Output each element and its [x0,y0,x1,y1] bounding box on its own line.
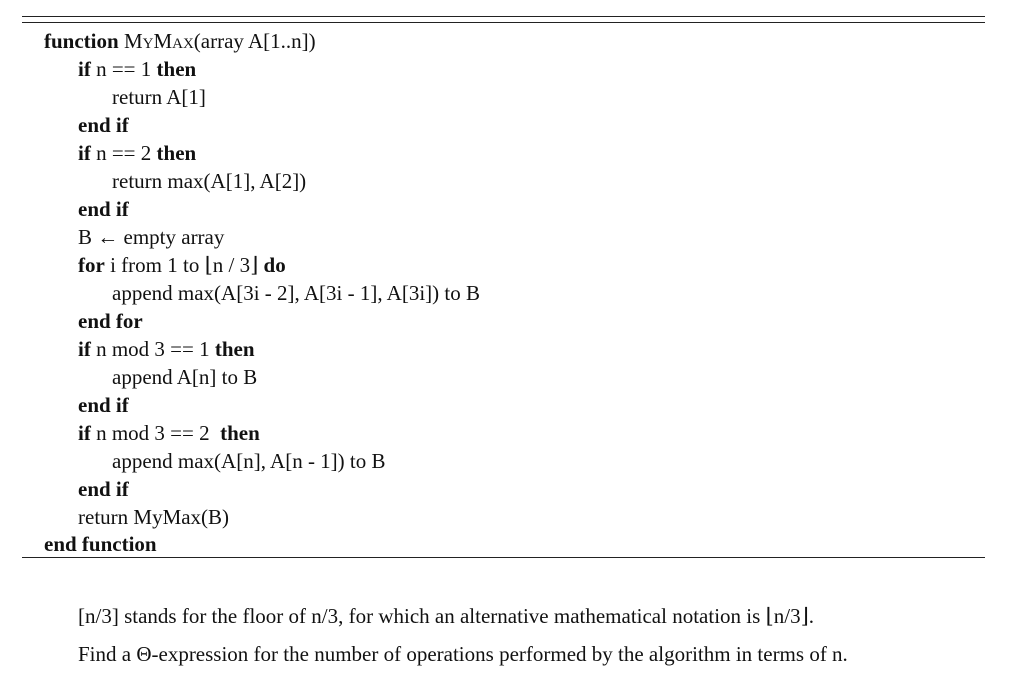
function-name: MyMax [123,29,194,53]
line-end-if-4 [78,475,129,503]
code-text: n mod 3 == 2 [90,421,221,445]
line-for-loop [78,251,286,279]
code-text: return max(A[1], A[2]) [112,169,307,193]
line-return-max2 [112,167,306,195]
line-end-function [44,530,157,558]
code-text: append A[n] to B [112,365,258,389]
keyword: then [214,337,255,361]
bottom-rule [22,557,985,558]
line-b-empty [78,223,224,251]
keyword: then [220,421,260,445]
keyword: do [263,253,286,277]
code-text: n == 1 [90,57,157,81]
line-append-max3 [112,279,480,307]
line-if-mod1 [78,335,255,363]
line-end-for [78,307,143,335]
keyword: if [78,421,91,445]
keyword: end if [78,197,129,221]
code-text: B ← empty array [78,225,225,249]
code-text: append max(A[n], A[n - 1]) to B [112,449,386,473]
keyword: for [78,253,105,277]
line-if-n2 [78,139,196,167]
keyword: then [156,57,197,81]
keyword: end if [78,113,129,137]
line-return-recursive [78,503,229,531]
line-end-if-2 [78,195,129,223]
question-text: Find a Θ-expression for the number of operations performed by the algorithm in terms of n. [78,642,848,666]
keyword: end function [44,532,157,556]
keyword: end for [78,309,143,333]
code-text: i from 1 to ⌊n / 3⌋ [104,253,264,277]
line-function-header [44,27,316,55]
keyword: if [78,337,91,361]
line-end-if-1 [78,111,129,139]
code-text: return MyMax(B) [78,505,230,529]
keyword: function [44,29,119,53]
code-text: append max(A[3i - 2], A[3i - 1], A[3i]) to B [112,281,481,305]
keyword: end if [78,477,129,501]
line-append-max2 [112,447,386,475]
line-append-an [112,363,257,391]
keyword: if [78,57,91,81]
line-end-if-3 [78,391,129,419]
code-text: n == 2 [90,141,157,165]
code-text: n mod 3 == 1 [90,337,215,361]
keyword: end if [78,393,129,417]
line-if-n1 [78,55,196,83]
line-if-mod2 [78,419,260,447]
floor-note: [n/3] stands for the floor of n/3, for which an alternative mathematical notation is ⌊n/3⌋. [78,604,815,628]
code-text: return A[1] [112,85,206,109]
line-return-a1 [112,83,206,111]
keyword: then [156,141,197,165]
keyword: if [78,141,91,165]
code-text: (array A[1..n]) [193,29,316,53]
